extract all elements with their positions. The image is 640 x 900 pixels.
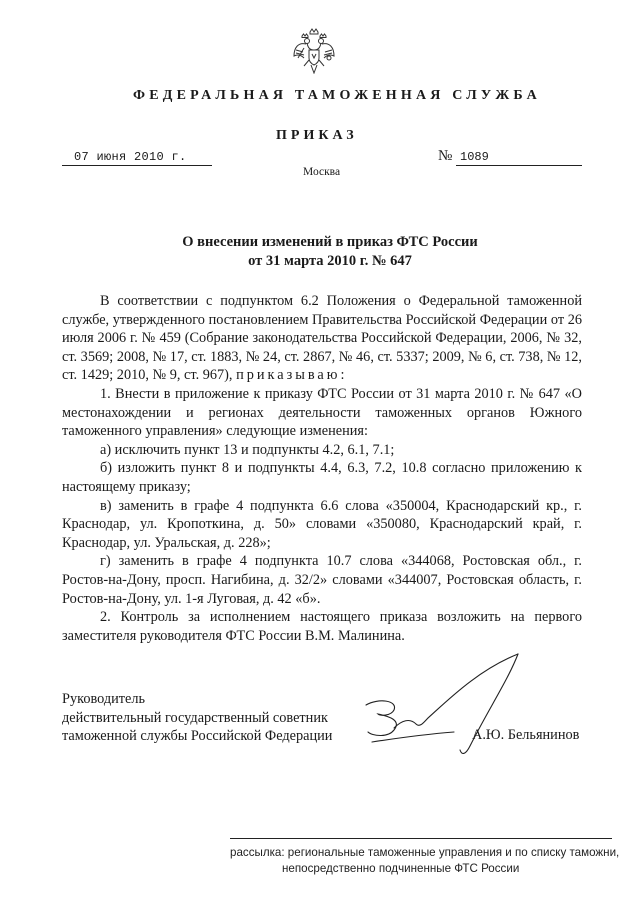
document-type: ПРИКАЗ xyxy=(276,128,358,143)
signatory-role-1: Руководитель xyxy=(62,691,146,707)
signatory-name: А.Ю. Бельянинов xyxy=(472,727,580,743)
item-1a: а) исключить пункт 13 и подпункты 4.2, 6.1, 7.1; xyxy=(100,441,395,458)
preamble-paragraph xyxy=(62,292,582,385)
distribution-line-1: рассылка: региональные таможенные управления и по списку таможни, xyxy=(230,846,620,859)
distribution-line-2: непосредственно подчиненные ФТС России xyxy=(282,862,520,875)
item-1: 1. Внести в приложение к приказу ФТС России от 31 марта 2010 г. № 647 «О местонахождении и регионах деятельности таможенных органов Южного таможенного управления» следующие изменения: xyxy=(62,385,582,440)
signatory-role-3: таможенной службы Российской Федерации xyxy=(62,728,333,745)
subject-line-1: О внесении изменений в приказ ФТС России xyxy=(182,234,478,250)
item-2: 2. Контроль за исполнением настоящего приказа возложить на первого заместителя руководителя ФТС России В.М. Малинина. xyxy=(62,609,582,644)
footer-divider xyxy=(230,838,612,839)
agency-name: ФЕДЕРАЛЬНАЯ ТАМОЖЕННАЯ СЛУЖБА xyxy=(133,88,541,103)
order-subject xyxy=(120,233,540,271)
item-1b: б) изложить пункт 8 и подпункты 4.4, 6.3, 7.2, 10.8 согласно приложению к настоящему приказу; xyxy=(62,460,582,495)
number-sign: № xyxy=(438,148,453,164)
coat-of-arms-icon xyxy=(292,28,336,74)
signatory-role-2: действительный государственный советник xyxy=(62,709,328,726)
distribution-list xyxy=(230,845,630,877)
order-body xyxy=(62,292,582,645)
order-number-field xyxy=(456,150,582,166)
subject-line-2: от 31 марта 2010 г. № 647 xyxy=(248,253,412,269)
order-date-field xyxy=(62,150,212,166)
signatory-title xyxy=(62,690,332,746)
preamble: В соответствии с подпунктом 6.2 Положения о Федеральной таможенной службе, утвержденного постановлением Правительства Российской Федерации от 26 июля 2006 г. № 459 (Собрание законодательства Российской Федерации, 2006, № 32, ст. 3569; 2008, № 17, ст. 1883, № 24, ст. 2867, № 46, ст. 5337; 2009, № 6, ст. 738, № 12, ст. 1429; 2010, № 9, ст. 967), xyxy=(62,293,582,384)
order-number: 1089 xyxy=(460,150,489,164)
item-1v: в) заменить в графе 4 подпункта 6.6 слова «350004, Краснодарский кр., г. Краснодар, ул. Кропоткина, д. 50» словами «350080, Краснодарский край, г. Краснодар, ул. Уральская, д. 228»; xyxy=(62,497,582,551)
city: Москва xyxy=(303,166,341,178)
item-1g: г) заменить в графе 4 подпункта 10.7 слова «344068, Ростовская обл., г. Ростов-на-Дону, просп. Нагибина, д. 32/2» словами «344007, Ростовская область, г. Ростов-на-Дону, ул. 1-я Луговая, д. 42 «б». xyxy=(62,553,582,607)
order-word: приказываю: xyxy=(236,367,348,384)
order-date: 07 июня 2010 г. xyxy=(74,150,187,164)
